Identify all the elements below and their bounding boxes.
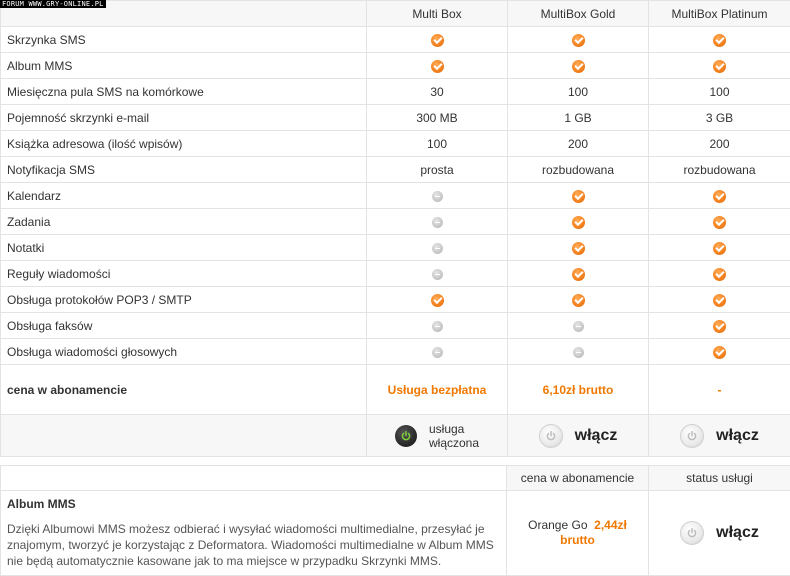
feature-value-platinum (649, 339, 790, 365)
orange-check-icon (713, 346, 726, 359)
enable-platinum-label[interactable]: włącz (716, 427, 759, 445)
mms-header-price: cena w abonamencie (507, 466, 649, 491)
orange-check-icon (572, 34, 585, 47)
feature-value-multibox (367, 53, 508, 79)
price-row (1, 365, 790, 415)
feature-row (1, 131, 790, 157)
orange-check-icon (713, 60, 726, 73)
feature-row (1, 105, 790, 131)
feature-value-multibox (367, 209, 508, 235)
gray-minus-icon (432, 217, 443, 228)
orange-check-icon (713, 190, 726, 203)
feature-value-gold (508, 313, 649, 339)
feature-value-gold (508, 27, 649, 53)
feature-value-gold (508, 261, 649, 287)
feature-label: Kalendarz (1, 183, 367, 209)
mms-title: Album MMS (7, 497, 500, 511)
price-gold: 6,10zł brutto (543, 383, 614, 397)
orange-check-icon (572, 294, 585, 307)
feature-value-gold: rozbudowana (508, 157, 649, 183)
power-off-icon[interactable] (680, 521, 704, 545)
gray-minus-icon (432, 321, 443, 332)
feature-label: Zadania (1, 209, 367, 235)
orange-check-icon (713, 216, 726, 229)
orange-check-icon (431, 294, 444, 307)
feature-value-multibox: 30 (367, 79, 508, 105)
orange-check-icon (572, 242, 585, 255)
orange-check-icon (713, 34, 726, 47)
feature-row (1, 183, 790, 209)
orange-check-icon (431, 60, 444, 73)
plan-header-multibox: Multi Box (367, 1, 508, 27)
enable-mms-label[interactable]: włącz (716, 524, 759, 542)
feature-value-platinum (649, 53, 790, 79)
plans-header-row (1, 1, 790, 27)
feature-value-gold (508, 209, 649, 235)
plan-header-platinum: MultiBox Platinum (649, 1, 790, 27)
feature-value-gold (508, 339, 649, 365)
orange-check-icon (713, 268, 726, 281)
gray-minus-icon (432, 191, 443, 202)
power-off-icon[interactable] (680, 424, 704, 448)
feature-label: Album MMS (1, 53, 367, 79)
feature-value-multibox: 300 MB (367, 105, 508, 131)
mms-header-blank (1, 466, 507, 491)
feature-row (1, 157, 790, 183)
mms-price-prefix: Orange Go (528, 518, 587, 532)
status-multibox (367, 422, 507, 450)
feature-value-multibox (367, 339, 508, 365)
feature-value-platinum (649, 261, 790, 287)
album-mms-table (0, 465, 790, 576)
feature-label: Pojemność skrzynki e-mail (1, 105, 367, 131)
feature-value-gold (508, 287, 649, 313)
feature-value-platinum (649, 313, 790, 339)
orange-check-icon (713, 242, 726, 255)
orange-check-icon (431, 34, 444, 47)
power-off-icon[interactable] (539, 424, 563, 448)
mms-description-cell (1, 491, 507, 576)
feature-row (1, 235, 790, 261)
feature-row (1, 313, 790, 339)
feature-label: Skrzynka SMS (1, 27, 367, 53)
mms-price-value: 2,44zł (594, 518, 627, 532)
features-body (1, 27, 790, 365)
feature-value-platinum: rozbudowana (649, 157, 790, 183)
feature-value-platinum: 100 (649, 79, 790, 105)
feature-value-gold (508, 235, 649, 261)
feature-row (1, 79, 790, 105)
mms-header-row (1, 466, 790, 491)
feature-label: Notyfikacja SMS (1, 157, 367, 183)
orange-check-icon (572, 216, 585, 229)
feature-label: Miesięczna pula SMS na komórkowe (1, 79, 367, 105)
gray-minus-icon (573, 321, 584, 332)
power-on-icon (395, 425, 417, 447)
feature-label: Notatki (1, 235, 367, 261)
feature-label: Obsługa wiadomości głosowych (1, 339, 367, 365)
feature-value-multibox (367, 27, 508, 53)
feature-label: Obsługa protokołów POP3 / SMTP (1, 287, 367, 313)
feature-value-platinum (649, 27, 790, 53)
enable-mms-button[interactable] (649, 521, 790, 545)
feature-value-platinum (649, 209, 790, 235)
enable-platinum-button[interactable] (649, 424, 790, 448)
gray-minus-icon (573, 347, 584, 358)
feature-row (1, 339, 790, 365)
enable-gold-label[interactable]: włącz (575, 427, 618, 445)
price-row-label: cena w abonamencie (1, 365, 367, 415)
status-row (1, 415, 790, 457)
plan-header-gold: MultiBox Gold (508, 1, 649, 27)
feature-row (1, 287, 790, 313)
price-multibox: Usługa bezpłatna (388, 383, 487, 397)
feature-value-multibox (367, 287, 508, 313)
orange-check-icon (713, 320, 726, 333)
feature-value-gold (508, 183, 649, 209)
feature-value-multibox (367, 183, 508, 209)
orange-check-icon (713, 294, 726, 307)
feature-value-gold: 1 GB (508, 105, 649, 131)
feature-value-multibox (367, 261, 508, 287)
orange-check-icon (572, 60, 585, 73)
feature-row (1, 27, 790, 53)
gray-minus-icon (432, 347, 443, 358)
feature-value-multibox: prosta (367, 157, 508, 183)
price-platinum: - (718, 383, 722, 397)
enable-gold-button[interactable] (508, 424, 648, 448)
feature-value-gold (508, 53, 649, 79)
feature-value-multibox (367, 235, 508, 261)
feature-value-platinum: 3 GB (649, 105, 790, 131)
gray-minus-icon (432, 269, 443, 280)
feature-label: Obsługa faksów (1, 313, 367, 339)
feature-label: Książka adresowa (ilość wpisów) (1, 131, 367, 157)
mms-row (1, 491, 790, 576)
feature-row (1, 53, 790, 79)
mms-price-cell (507, 491, 649, 576)
watermark: FORUM WWW.GRY-ONLINE.PL (0, 0, 106, 8)
feature-value-platinum (649, 183, 790, 209)
mms-description: Dzięki Albumowi MMS możesz odbierać i wysyłać wiadomości multimedialne, przesyłać je znajomym, tworzyć je korzystając z Deformatora. Wiadomości multimedialne w Album MMS nie będą automatycznie kasowane jak to ma miejsce w przypadku Skrzynki MMS. (7, 522, 494, 568)
service-enabled-label: usługa włączona (429, 422, 479, 450)
mms-price-suffix: brutto (560, 533, 595, 547)
feature-value-platinum (649, 287, 790, 313)
feature-row (1, 209, 790, 235)
feature-row (1, 261, 790, 287)
feature-value-gold: 200 (508, 131, 649, 157)
orange-check-icon (572, 268, 585, 281)
feature-value-platinum (649, 235, 790, 261)
mms-header-status: status usługi (649, 466, 790, 491)
feature-value-platinum: 200 (649, 131, 790, 157)
status-row-blank (1, 415, 367, 457)
feature-value-gold: 100 (508, 79, 649, 105)
feature-value-multibox (367, 313, 508, 339)
feature-value-multibox: 100 (367, 131, 508, 157)
feature-label: Reguły wiadomości (1, 261, 367, 287)
gray-minus-icon (432, 243, 443, 254)
orange-check-icon (572, 190, 585, 203)
